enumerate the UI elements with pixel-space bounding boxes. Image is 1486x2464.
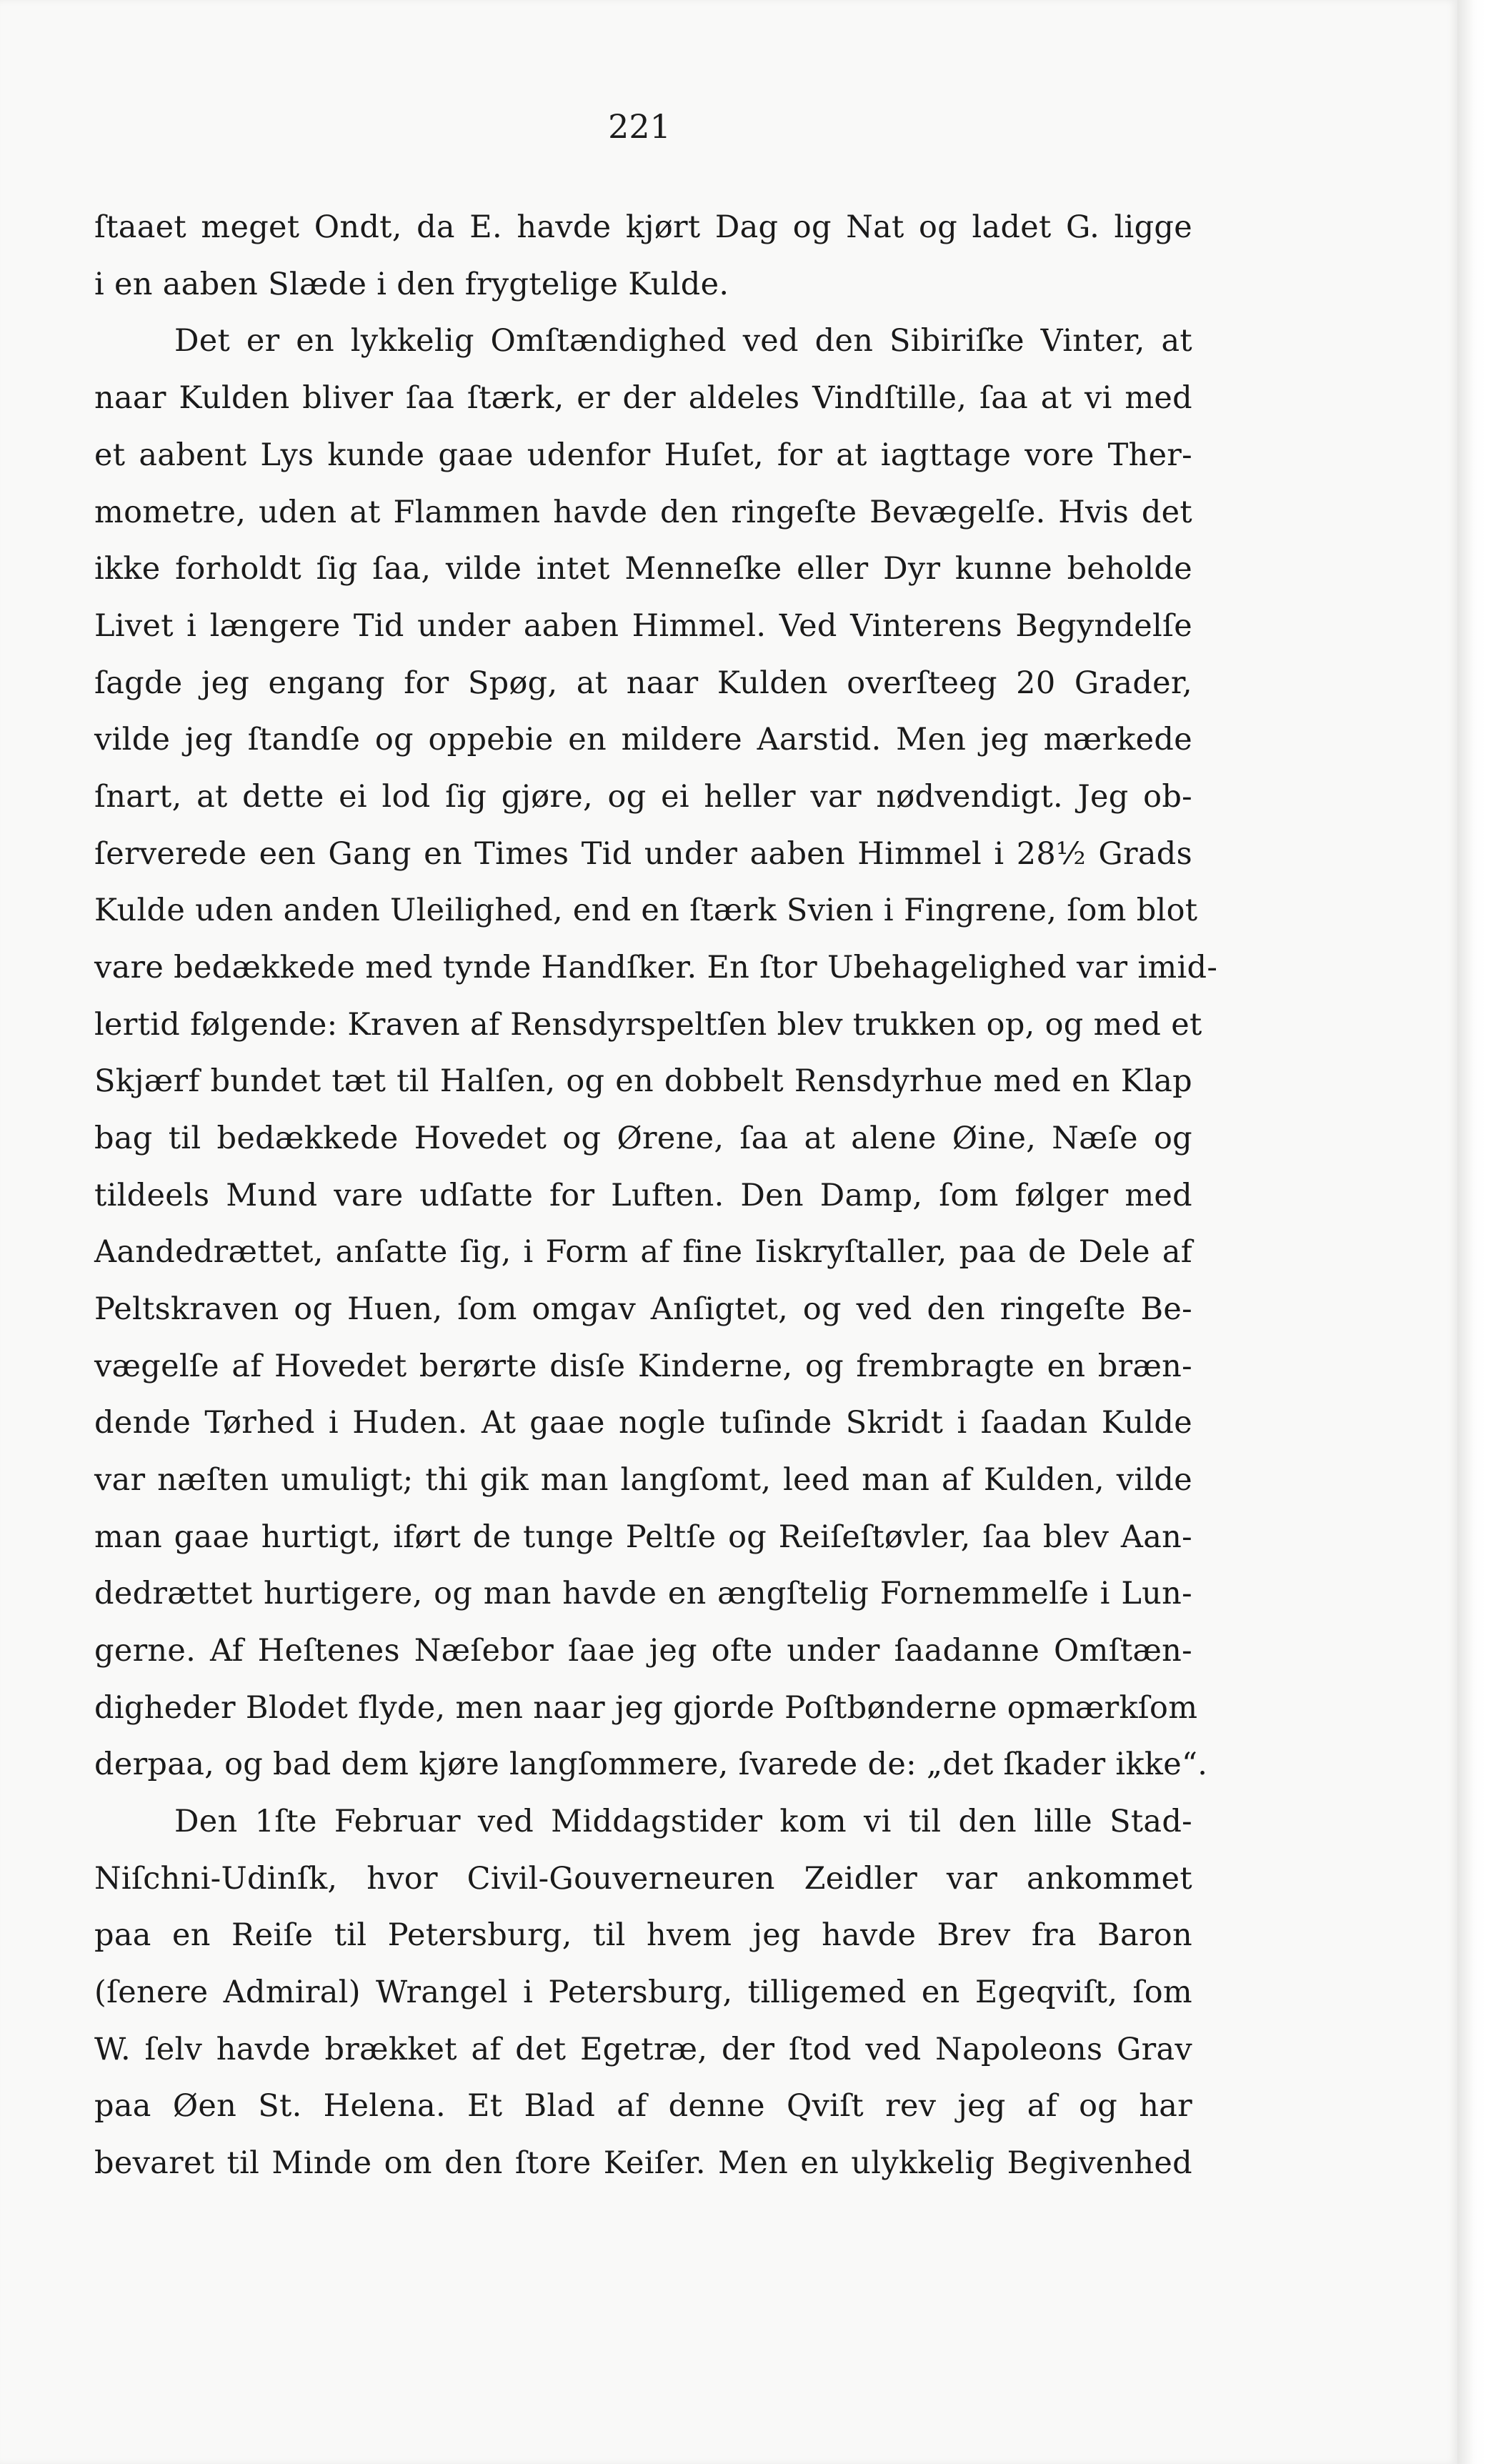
text-line: Den 1ſte Februar ved Middagstider kom vi til den lille Stad- xyxy=(174,1804,1192,1839)
text-line: et aabent Lys kunde gaae udenfor Huſet, for at iagttage vore Ther- xyxy=(94,437,1192,473)
text-line: bevaret til Minde om den ſtore Keiſer. Men en ulykkelig Begivenhed xyxy=(94,2145,1192,2181)
text-line: ſagde jeg engang for Spøg, at naar Kulden overſteeg 20 Grader, xyxy=(94,665,1192,701)
text-line: Aandedrættet, anſatte ſig, i Form af fine Iiskryſtaller, paa de Dele af xyxy=(94,1234,1192,1270)
text-line: naar Kulden bliver ſaa ſtærk, er der aldeles Vindſtille, ſaa at vi med xyxy=(94,380,1192,416)
text-line: paa Øen St. Helena. Et Blad af denne Qviſt rev jeg af og har xyxy=(94,2088,1192,2124)
text-line: man gaae hurtigt, iført de tunge Peltſe og Reiſeſtøvler, ſaa blev Aan- xyxy=(94,1519,1192,1555)
text-line: derpaa, og bad dem kjøre langſommere, ſvarede de: „det ſkader ikke“. xyxy=(94,1747,1208,1782)
text-line: W. ſelv havde brækket af det Egetræ, der ſtod ved Napoleons Grav xyxy=(94,2032,1192,2067)
text-line: (ſenere Admiral) Wrangel i Petersburg, tilligemed en Egeqviſt, ſom xyxy=(94,1974,1192,2010)
text-line: ſerverede een Gang en Times Tid under aaben Himmel i 28½ Grads xyxy=(94,836,1192,872)
text-line: Livet i længere Tid under aaben Himmel. Ved Vinterens Begyndelſe xyxy=(94,608,1192,644)
text-line: bag til bedækkede Hovedet og Ørene, ſaa at alene Øine, Næſe og xyxy=(94,1121,1192,1156)
text-line: vilde jeg ſtandſe og oppebie en mildere Aarstid. Men jeg mærkede xyxy=(94,722,1192,757)
text-line: Kulde uden anden Uleilighed, end en ſtærk Svien i Fingrene, ſom blot xyxy=(94,893,1198,928)
text-line: Niſchni-Udinſk, hvor Civil-Gouverneuren Zeidler var ankommet xyxy=(94,1861,1192,1897)
text-line: tildeels Mund vare udſatte for Luften. Den Damp, ſom følger med xyxy=(94,1178,1192,1213)
text-line: vægelſe af Hovedet berørte disſe Kinderne, og frembragte en bræn- xyxy=(94,1348,1192,1384)
text-line: dende Tørhed i Huden. At gaae nogle tuſinde Skridt i ſaadan Kulde xyxy=(94,1405,1192,1441)
text-line: Skjærf bundet tæt til Halſen, og en dobbelt Rensdyrhue med en Klap xyxy=(94,1063,1192,1099)
text-line: i en aaben Slæde i den frygtelige Kulde. xyxy=(94,267,729,302)
text-line: gerne. Af Heſtenes Næſebor ſaae jeg ofte under ſaadanne Omſtæn- xyxy=(94,1633,1192,1669)
text-line: paa en Reiſe til Petersburg, til hvem jeg havde Brev fra Baron xyxy=(94,1917,1192,1953)
text-line: Det er en lykkelig Omſtændighed ved den Sibiriſke Vinter, at xyxy=(174,323,1192,359)
text-line: dedrættet hurtigere, og man havde en ængſtelig Fornemmelſe i Lun- xyxy=(94,1576,1192,1611)
text-line: ſtaaet meget Ondt, da E. havde kjørt Dag og Nat og ladet G. ligge xyxy=(94,209,1192,245)
text-line: ikke forholdt ſig ſaa, vilde intet Menneſke eller Dyr kunne beholde xyxy=(94,551,1192,587)
text-line: var næſten umuligt; thi gik man langſomt, leed man af Kulden, vilde xyxy=(94,1462,1192,1498)
text-line: Peltskraven og Huen, ſom omgav Anſigtet, og ved den ringeſte Be- xyxy=(94,1291,1192,1327)
text-line: digheder Blodet flyde, men naar jeg gjorde Poſtbønderne opmærkſom xyxy=(94,1690,1198,1726)
page-edge xyxy=(1457,0,1486,2464)
text-line: mometre, uden at Flammen havde den ringeſte Bevægelſe. Hvis det xyxy=(94,495,1192,530)
text-line: lertid følgende: Kraven af Rensdyrspeltſen blev trukken op, og med et xyxy=(94,1007,1202,1043)
page-number: 221 xyxy=(608,107,671,146)
text-line: ſnart, at dette ei lod ſig gjøre, og ei heller var nødvendigt. Jeg ob- xyxy=(94,779,1192,815)
text-line: vare bedækkede med tynde Handſker. En ſtor Ubehagelighed var imid- xyxy=(94,950,1218,985)
